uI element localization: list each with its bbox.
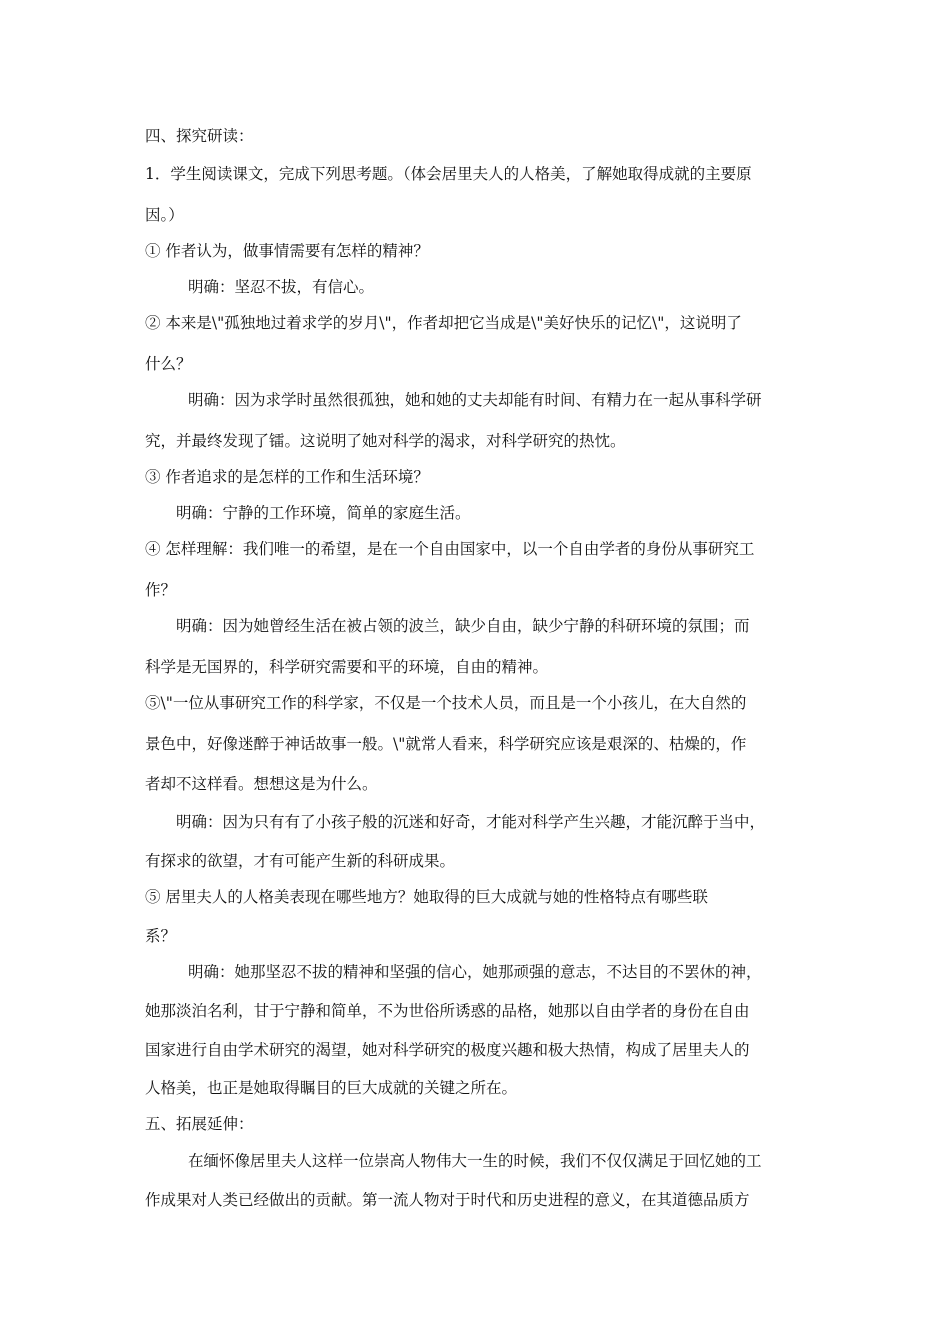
answer-text: 明确：因为求学时虽然很孤独，她和她的丈夫却能有时间、有精力在一起从事科学研 <box>188 391 762 409</box>
question-text: 作？ <box>145 581 177 599</box>
answer-text: 她那淡泊名利，甘于宁静和简单，不为世俗所诱惑的品格，她那以自由学者的身份在自由 <box>145 1002 750 1020</box>
answer-text: 究，并最终发现了镭。这说明了她对科学的渴求，对科学研究的热忱。 <box>145 432 626 450</box>
answer-text: 明确：宁静的工作环境，简单的家庭生活。 <box>176 504 471 522</box>
paragraph-text: 作成果对人类已经做出的贡献。第一流人物对于时代和历史进程的意义，在其道德品质方 <box>145 1191 750 1209</box>
answer-text: 有探求的欲望，才有可能产生新的科研成果。 <box>145 852 456 870</box>
answer-text: 科学是无国界的，科学研究需要和平的环境，自由的精神。 <box>145 658 549 676</box>
question-text: ① 作者认为，做事情需要有怎样的精神？ <box>145 242 429 260</box>
answer-text: 人格美，也正是她取得瞩目的巨大成就的关键之所在。 <box>145 1079 518 1097</box>
question-text: 者却不这样看。想想这是为什么。 <box>145 775 378 793</box>
answer-text: 明确：坚忍不拔，有信心。 <box>188 278 375 296</box>
question-text: ⑤ 居里夫人的人格美表现在哪些地方？她取得的巨大成就与她的性格特点有哪些联 <box>145 888 708 906</box>
question-text: ③ 作者追求的是怎样的工作和生活环境？ <box>145 468 429 486</box>
section-heading: 五、拓展延伸： <box>145 1115 254 1133</box>
answer-text: 明确：因为只有有了小孩子般的沉迷和好奇，才能对科学产生兴趣，才能沉醉于当中， <box>176 813 766 831</box>
question-text: 1．学生阅读课文，完成下列思考题。（体会居里夫人的人格美，了解她取得成就的主要原 <box>145 165 752 183</box>
question-text: 因。） <box>145 206 184 224</box>
answer-text: 明确：她那坚忍不拔的精神和坚强的信心，她那顽强的意志，不达目的不罢休的神， <box>188 963 762 981</box>
question-text: 系？ <box>145 927 177 945</box>
question-text: ④ 怎样理解：我们唯一的希望，是在一个自由国家中，以一个自由学者的身份从事研究工 <box>145 540 755 558</box>
answer-text: 明确：因为她曾经生活在被占领的波兰，缺少自由，缺少宁静的科研环境的氛围；而 <box>176 617 750 635</box>
question-text: ② 本来是\"孤独地过着求学的岁月\"，作者却把它当成是\"美好快乐的记忆\"，这说明了 <box>145 314 742 332</box>
question-text: 景色中，好像迷醉于神话故事一般。\"就常人看来，科学研究应该是艰深的、枯燥的，作 <box>145 735 747 753</box>
answer-text: 国家进行自由学术研究的渴望，她对科学研究的极度兴趣和极大热情，构成了居里夫人的 <box>145 1041 750 1059</box>
question-text: ⑤\"一位从事研究工作的科学家，不仅是一个技术人员，而且是一个小孩儿，在大自然的 <box>145 694 747 712</box>
question-text: 什么？ <box>145 355 192 373</box>
section-heading: 四、探究研读： <box>145 127 254 145</box>
paragraph-text: 在缅怀像居里夫人这样一位崇高人物伟大一生的时候，我们不仅仅满足于回忆她的工 <box>188 1152 762 1170</box>
